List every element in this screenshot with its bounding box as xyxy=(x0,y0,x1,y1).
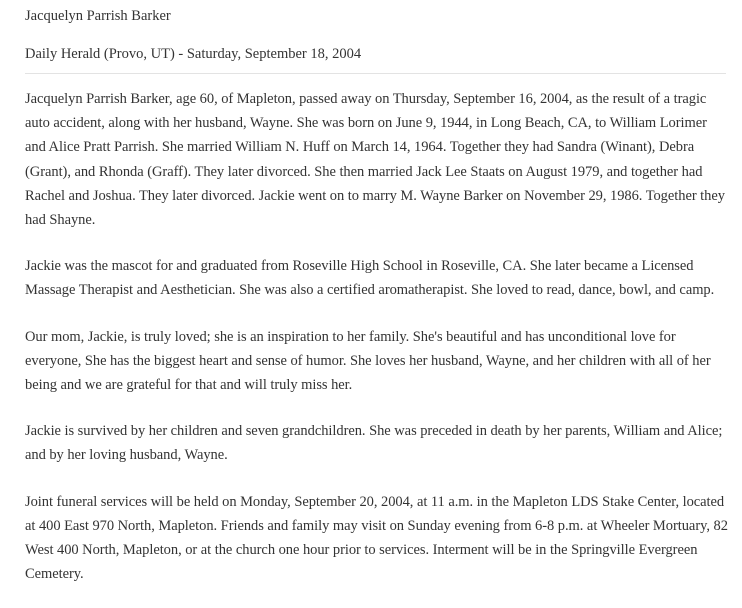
paragraph-survivors: Jackie is survived by her children and seven grandchildren. She was preceded in death by her parents, William and Alice; and by her loving husband, Wayne. xyxy=(25,423,723,464)
publication-line: Daily Herald (Provo, UT) - Saturday, September 18, 2004 xyxy=(25,46,362,62)
paragraph-education: Jackie was the mascot for and graduated from Roseville High School in Roseville, CA. She later became a Licensed Massage Therapist and Aesthetician. She was also a certified aromatherapist. She loved to read, dance, bowl, and camp. xyxy=(25,258,715,299)
divider xyxy=(25,73,726,74)
paragraph-services: Joint funeral services will be held on Monday, September 20, 2004, at 11 a.m. in the Mapleton LDS Stake Center, located at 400 East 970 North, Mapleton. Friends and family may visit on Sunday evening from 6-8 p.m. at Wheeler Mortuary, 82 West 400 North, Mapleton, or at the church one hour prior to services. Interment will be in the Springville Evergreen Cemetery. xyxy=(25,493,728,583)
paragraph-biography: Jacquelyn Parrish Barker, age 60, of Mapleton, passed away on Thursday, September 16, 2004, as the result of a tragic auto accident, along with her husband, Wayne. She was born on June 9, 1944, in Long Beach, CA, to William Lorimer and Alice Pratt Parrish. She married William N. Huff on March 14, 1964. Together they had Sandra (Winant), Debra (Grant), and Rhonda (Graff). They later divorced. She then married Jack Lee Staats on August 1979, and together had Rachel and Joshua. They later divorced. Jackie went on to marry M. Wayne Barker on November 29, 1986. Together they had Shayne. xyxy=(25,91,725,229)
paragraph-tribute: Our mom, Jackie, is truly loved; she is an inspiration to her family. She's beautiful and has unconditional love for everyone, She has the biggest heart and sense of humor. She loves her husband, Wayne, and her children with all of her being and we are grateful for that and will truly miss her. xyxy=(25,328,711,394)
obituary-body xyxy=(25,87,730,608)
obituary-title: Jacquelyn Parrish Barker xyxy=(25,8,171,24)
